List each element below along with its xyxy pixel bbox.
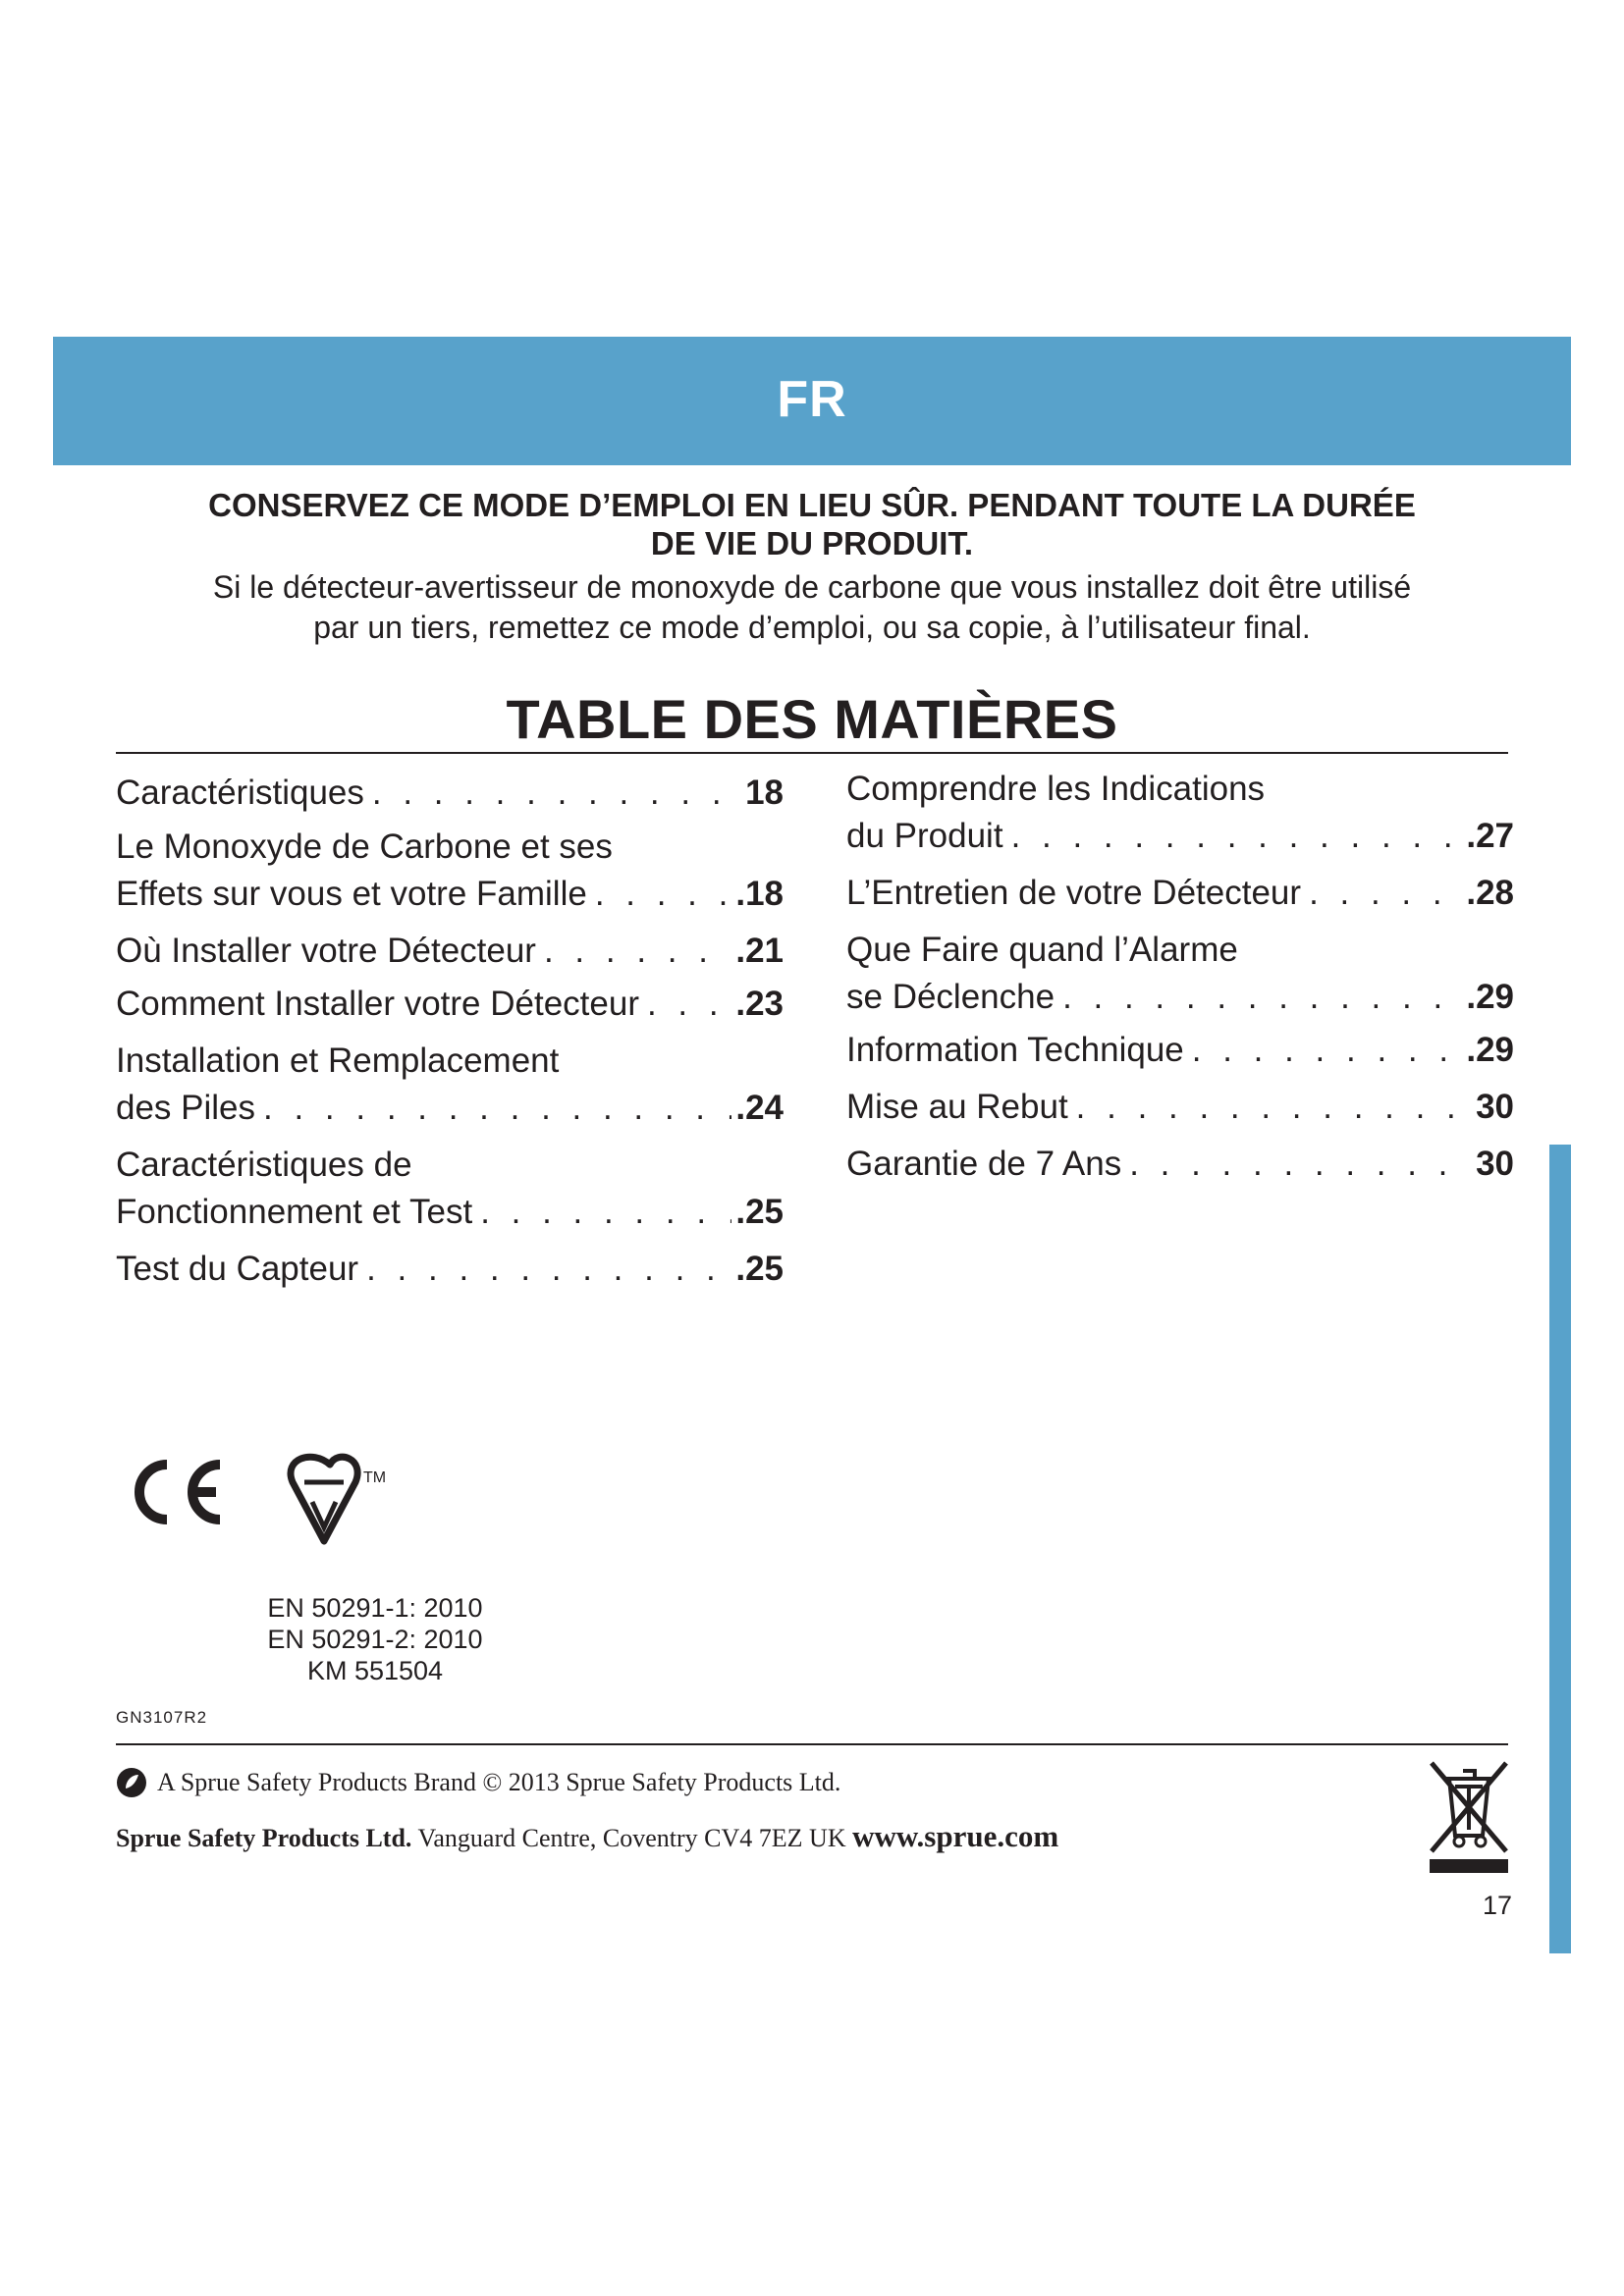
toc-entry[interactable] [846, 927, 1514, 1021]
toc-entry-text: Le Monoxyde de Carbone et ses [116, 828, 613, 866]
toc-entry-text: Fonctionnement et Test [116, 1193, 473, 1231]
toc-entry-page: 30 [1476, 1145, 1514, 1183]
toc-entry[interactable] [116, 1142, 784, 1236]
toc-entry[interactable] [116, 824, 784, 918]
info-line-2: par un tiers, remettez ce mode d’emploi, ou sa copie, à l’utilisateur final. [313, 610, 1311, 645]
trademark-text: TM [363, 1469, 387, 1486]
toc-entry-text: Comprendre les Indications [846, 770, 1266, 808]
toc-entry-text: Comment Installer votre Détecteur [116, 985, 639, 1023]
toc-entry-text: L’Entretien de votre Détecteur [846, 874, 1302, 912]
toc-entry-page: 18 [745, 774, 784, 812]
warning-line-2: DE VIE DU PRODUIT. [650, 525, 974, 561]
company-name: Sprue Safety Products Ltd. [116, 1824, 412, 1852]
company-address: Vanguard Centre, Coventry CV4 7EZ UK [411, 1824, 853, 1852]
toc-entry-page: .28 [1466, 874, 1514, 912]
language-banner [53, 337, 1571, 465]
toc-entry-page: .21 [735, 932, 784, 970]
toc-entry-text: Installation et Remplacement [116, 1041, 560, 1080]
address-line [116, 1819, 1058, 1854]
toc-divider [116, 752, 1508, 754]
brand-line [116, 1767, 840, 1798]
sprue-logo-icon [116, 1767, 147, 1798]
toc-entry-page: .27 [1466, 817, 1514, 855]
toc-entry-text: se Déclenche [846, 978, 1056, 1016]
toc-entry-text: du Produit [846, 817, 1003, 855]
toc-entry-page: .18 [735, 875, 784, 913]
toc-entry-text: des Piles [116, 1089, 256, 1127]
footer-divider [116, 1743, 1508, 1745]
certification-marks [116, 1443, 469, 1561]
weee-bin-icon [1426, 1757, 1512, 1873]
toc-entry-page: .25 [735, 1250, 784, 1288]
toc-entry[interactable] [116, 1246, 784, 1293]
standard-line: EN 50291-1: 2010 [267, 1593, 483, 1623]
document-code: GN3107R2 [116, 1708, 208, 1727]
toc-left-column [116, 770, 784, 1293]
toc-entry[interactable] [116, 981, 784, 1028]
toc-entry[interactable] [846, 1027, 1514, 1074]
toc-entry-text: Effets sur vous et votre Famille [116, 875, 587, 913]
toc-entry-page: .29 [1466, 1031, 1514, 1069]
toc-entry[interactable] [116, 770, 784, 817]
toc-entry-page: 30 [1476, 1088, 1514, 1126]
toc-entry-text: Mise au Rebut [846, 1088, 1068, 1126]
toc-entry[interactable] [116, 928, 784, 975]
toc-right-column [846, 770, 1514, 1188]
toc-entry-text: Garantie de 7 Ans [846, 1145, 1122, 1183]
info-line-1: Si le détecteur-avertisseur de monoxyde de carbone que vous installez doit être utilisé [212, 569, 1412, 605]
toc-entry[interactable] [846, 1141, 1514, 1188]
toc-entry-page: .25 [735, 1193, 784, 1231]
toc-title: TABLE DES MATIÈRES [506, 688, 1118, 750]
toc-entry-text: Où Installer votre Détecteur [116, 932, 536, 970]
warning-line-1: CONSERVEZ CE MODE D’EMPLOI EN LIEU SÛR. PENDANT TOUTE LA DURÉE [208, 487, 1416, 523]
toc-entry-page: .24 [735, 1089, 784, 1127]
kitemark-icon [291, 1457, 386, 1541]
toc-entry[interactable] [846, 766, 1514, 860]
standard-line: KM 551504 [306, 1656, 444, 1685]
ce-mark-icon [139, 1465, 220, 1520]
toc-entry[interactable] [116, 1038, 784, 1132]
toc-entry-text: Caractéristiques [116, 774, 364, 812]
toc-entry[interactable] [846, 1084, 1514, 1131]
toc-entry-page: .29 [1466, 978, 1514, 1016]
page-number: 17 [1482, 1891, 1512, 1920]
toc-entry-text: Test du Capteur [116, 1250, 359, 1288]
side-tab-bar [1549, 1145, 1571, 1953]
toc-entry[interactable] [846, 870, 1514, 917]
standard-line: EN 50291-2: 2010 [267, 1625, 483, 1654]
website-link[interactable]: www.sprue.com [852, 1819, 1059, 1853]
toc-entry-text: Information Technique [846, 1031, 1184, 1069]
toc-entry-text: Caractéristiques de [116, 1146, 412, 1184]
toc-entry-text: Que Faire quand l’Alarme [846, 931, 1238, 969]
language-label: FR [777, 371, 847, 428]
brand-text: A Sprue Safety Products Brand © 2013 Sprue Safety Products Ltd. [157, 1768, 841, 1796]
toc-entry-page: .23 [735, 985, 784, 1023]
